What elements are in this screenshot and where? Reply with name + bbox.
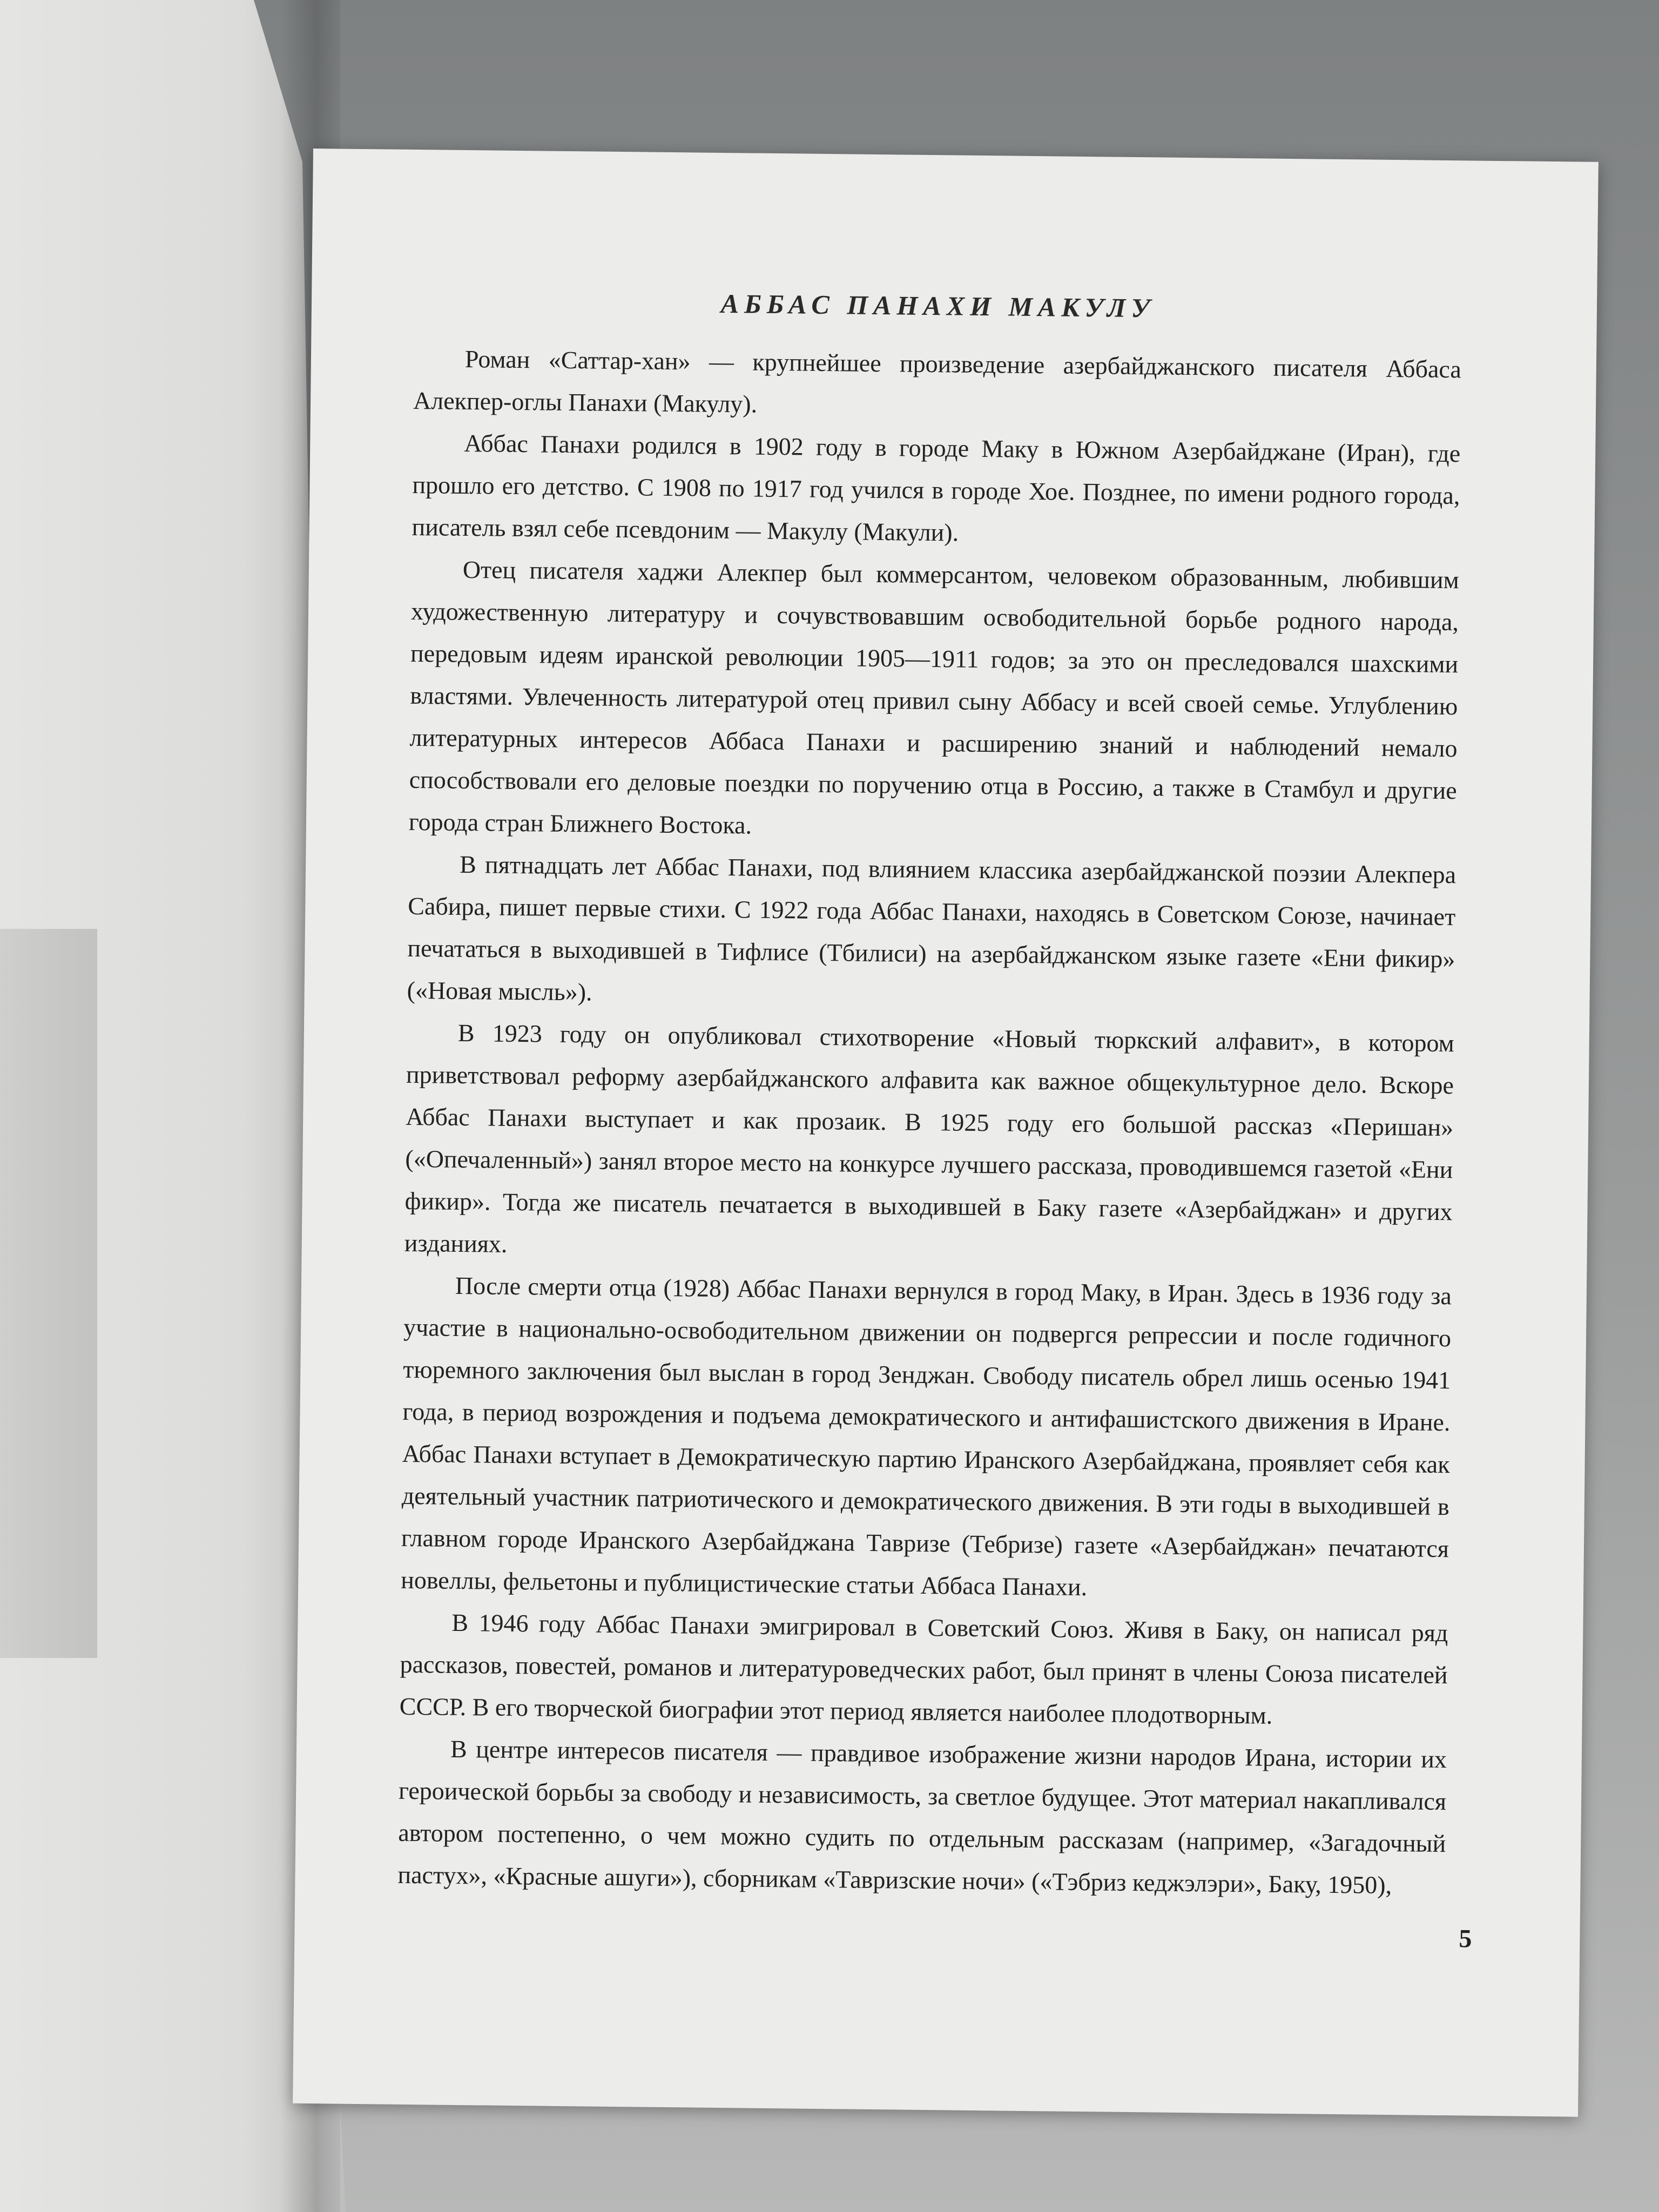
paragraph-8: В центре интересов писателя — правдивое изображение жизни народов Ирана, истории их героической борьбы за свободу и независимость, за светлое будущее. Этот материал накапливался автором постепенно, о чем можно судить по отдельным рассказам (например, «Загадочный пастух», «Красные ашуги»), сборникам «Тавризские ночи» («Тэбриз кеджэлэри», Баку, 1950), xyxy=(397,1735,1447,1899)
page-number: 5 xyxy=(1459,1924,1472,1953)
paragraph-2: Аббас Панахи родился в 1902 году в городе Маку в Южном Азербайджане (Иран), где прошло его детство. С 1908 по 1917 год учился в городе Хое. Позднее, по имени родного города, писатель взял себе псевдоним — Макулу (Макули). xyxy=(412,429,1461,547)
paragraph-7: В 1946 году Аббас Панахи эмигрировал в Советский Союз. Живя в Баку, он написал ряд рассказов, повестей, романов и литературоведческих работ, был принят в члены Союза писателей СССР. В его творческой биографии этот период является наиболее плодотворным. xyxy=(399,1608,1448,1729)
paragraph-5: В 1923 году он опубликовал стихотворение «Новый тюркский алфавит», в котором приветствовал реформу азербайджанского алфавита как важное общекультурное дело. Вскоре Аббас Панахи выступает и как прозаик. В 1925 году его большой рассказ «Перишан» («Опечаленный») занял второе место на конкурсе лучшего рассказа, проводившемся газетой «Ени фикир». Тогда же писатель печатается в выходившей в Баку газете «Азербайджан» и других изданиях. xyxy=(404,1019,1455,1258)
chapter-title: АББАС ПАНАХИ МАКУЛУ xyxy=(720,288,1156,323)
paragraph-6: После смерти отца (1928) Аббас Панахи вернулся в город Маку, в Иран. Здесь в 1936 году за участие в национально-освободительном движении он подвергся репрессии и после годичного тюремного заключения был выслан в город Зенджан. Свободу писатель обрел лишь осенью 1941 года, в период возрождения и подъема демократического и антифашистского движения в Иране. Аббас Панахи вступает в Демократическую партию Иранского Азербайджана, проявляет себя как деятельный участник патриотического и демократического движения. В эти годы в выходившей в главном городе Иранского Азербайджана Тавризе (Тебризе) газете «Азербайджан» печатаются новеллы, фельетоны и публицистические статьи Аббаса Панахи. xyxy=(400,1271,1452,1601)
left-page-illustration xyxy=(0,929,97,1658)
paragraph-1: Роман «Саттар-хан» — крупнейшее произведение азербайджанского писателя Аббаса Алекпер-оглы Панахи (Макулу). xyxy=(413,345,1462,418)
page-text-block xyxy=(397,285,1462,1907)
book-page xyxy=(293,149,1599,2117)
paragraph-3: Отец писателя хаджи Алекпер был коммерсантом, человеком образованным, любившим художественную литературу и сочувствовавшим освободительной борьбе родного народа, передовым идеям иранской революции 1905—1911 годов; за это он преследовался шахскими властями. Увлеченность литературой отец привил сыну Аббасу и всей своей семье. Углублению литературных интересов Аббаса Панахи и расширению знаний и наблюдений немало способствовали его деловые поездки по поручению отца в Россию, а также в Стамбул и другие города стран Ближнего Востока. xyxy=(408,555,1460,839)
paragraph-4: В пятнадцать лет Аббас Панахи, под влиянием классика азербайджанской поэзии Алекпера Сабира, пишет первые стихи. С 1922 года Аббас Панахи, находясь в Советском Союзе, начинает печататься в выходившей в Тифлисе (Тбилиси) на азербайджанском языке газете «Ени фикир» («Новая мысль»). xyxy=(407,850,1456,1006)
